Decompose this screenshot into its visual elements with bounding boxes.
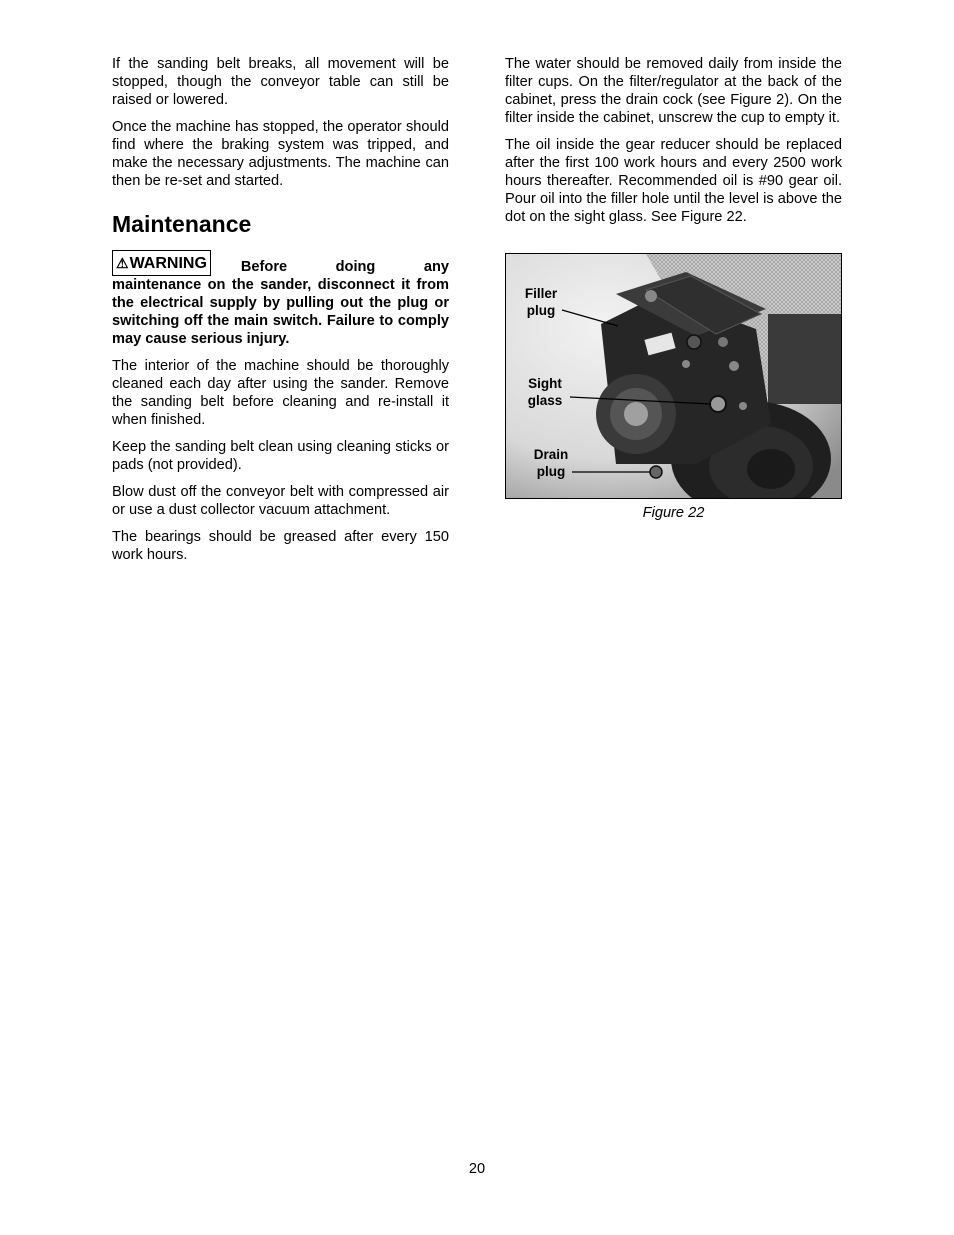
paragraph-interior-clean: The interior of the machine should be thoroughly cleaned each day after using the sander. Remove the sanding belt before cleaning and re-install it when finished. (112, 358, 449, 428)
figure-gear-reducer (505, 253, 842, 499)
warning-paragraph (112, 250, 449, 348)
paragraph-belt-clean: Keep the sanding belt clean using cleaning sticks or pads (not provided). (112, 439, 449, 473)
figure-caption: Figure 22 (642, 505, 705, 521)
callout-filler-line2: plug (526, 303, 556, 318)
callout-filler-plug (516, 285, 566, 319)
callout-filler-line1: Filler (524, 286, 558, 301)
callout-drain-line1: Drain (533, 447, 569, 462)
paragraph-water-filter: The water should be removed daily from inside the filter cups. On the filter/regulator at the back of the cabinet, press the drain cock (see Figure 2). On the filter inside the cabinet, unscrew the cup to empty it. (505, 56, 842, 126)
warning-badge-label: WARNING (129, 255, 207, 272)
callout-sight-line2: glass (527, 393, 563, 408)
callout-sight-glass (520, 375, 570, 409)
paragraph-blow-dust: Blow dust off the conveyor belt with compressed air or use a dust collector vacuum attachment. (112, 484, 449, 518)
warning-text: Before doing any maintenance on the sander, disconnect it from the electrical supply by pulling out the plug or switching off the main switch. Failure to comply may cause serious injury. (112, 259, 449, 347)
callout-sight-line1: Sight (528, 376, 562, 391)
right-column (505, 55, 842, 522)
page-number: 20 (468, 1161, 486, 1177)
left-column (112, 55, 449, 573)
paragraph-gear-oil: The oil inside the gear reducer should be replaced after the first 100 work hours and every 2500 work hours thereafter. Recommended oil is #90 gear oil. Pour oil into the filler hole until the level is above the dot on the sight glass. See Figure 22. (505, 137, 842, 225)
paragraph-belt-break: If the sanding belt breaks, all movement will be stopped, though the conveyor table can still be raised or lowered. (112, 56, 449, 108)
paragraph-bearings: The bearings should be greased after every 150 work hours. (112, 529, 449, 563)
callout-drain-plug (526, 446, 576, 480)
section-heading-maintenance: Maintenance (112, 211, 252, 237)
warning-triangle-icon: ⚠ (116, 255, 129, 271)
warning-badge (112, 250, 211, 276)
callout-drain-line2: plug (536, 464, 566, 479)
paragraph-restart: Once the machine has stopped, the operator should find where the braking system was tripped, and make the necessary adjustments. The machine can then be re-set and started. (112, 119, 449, 189)
